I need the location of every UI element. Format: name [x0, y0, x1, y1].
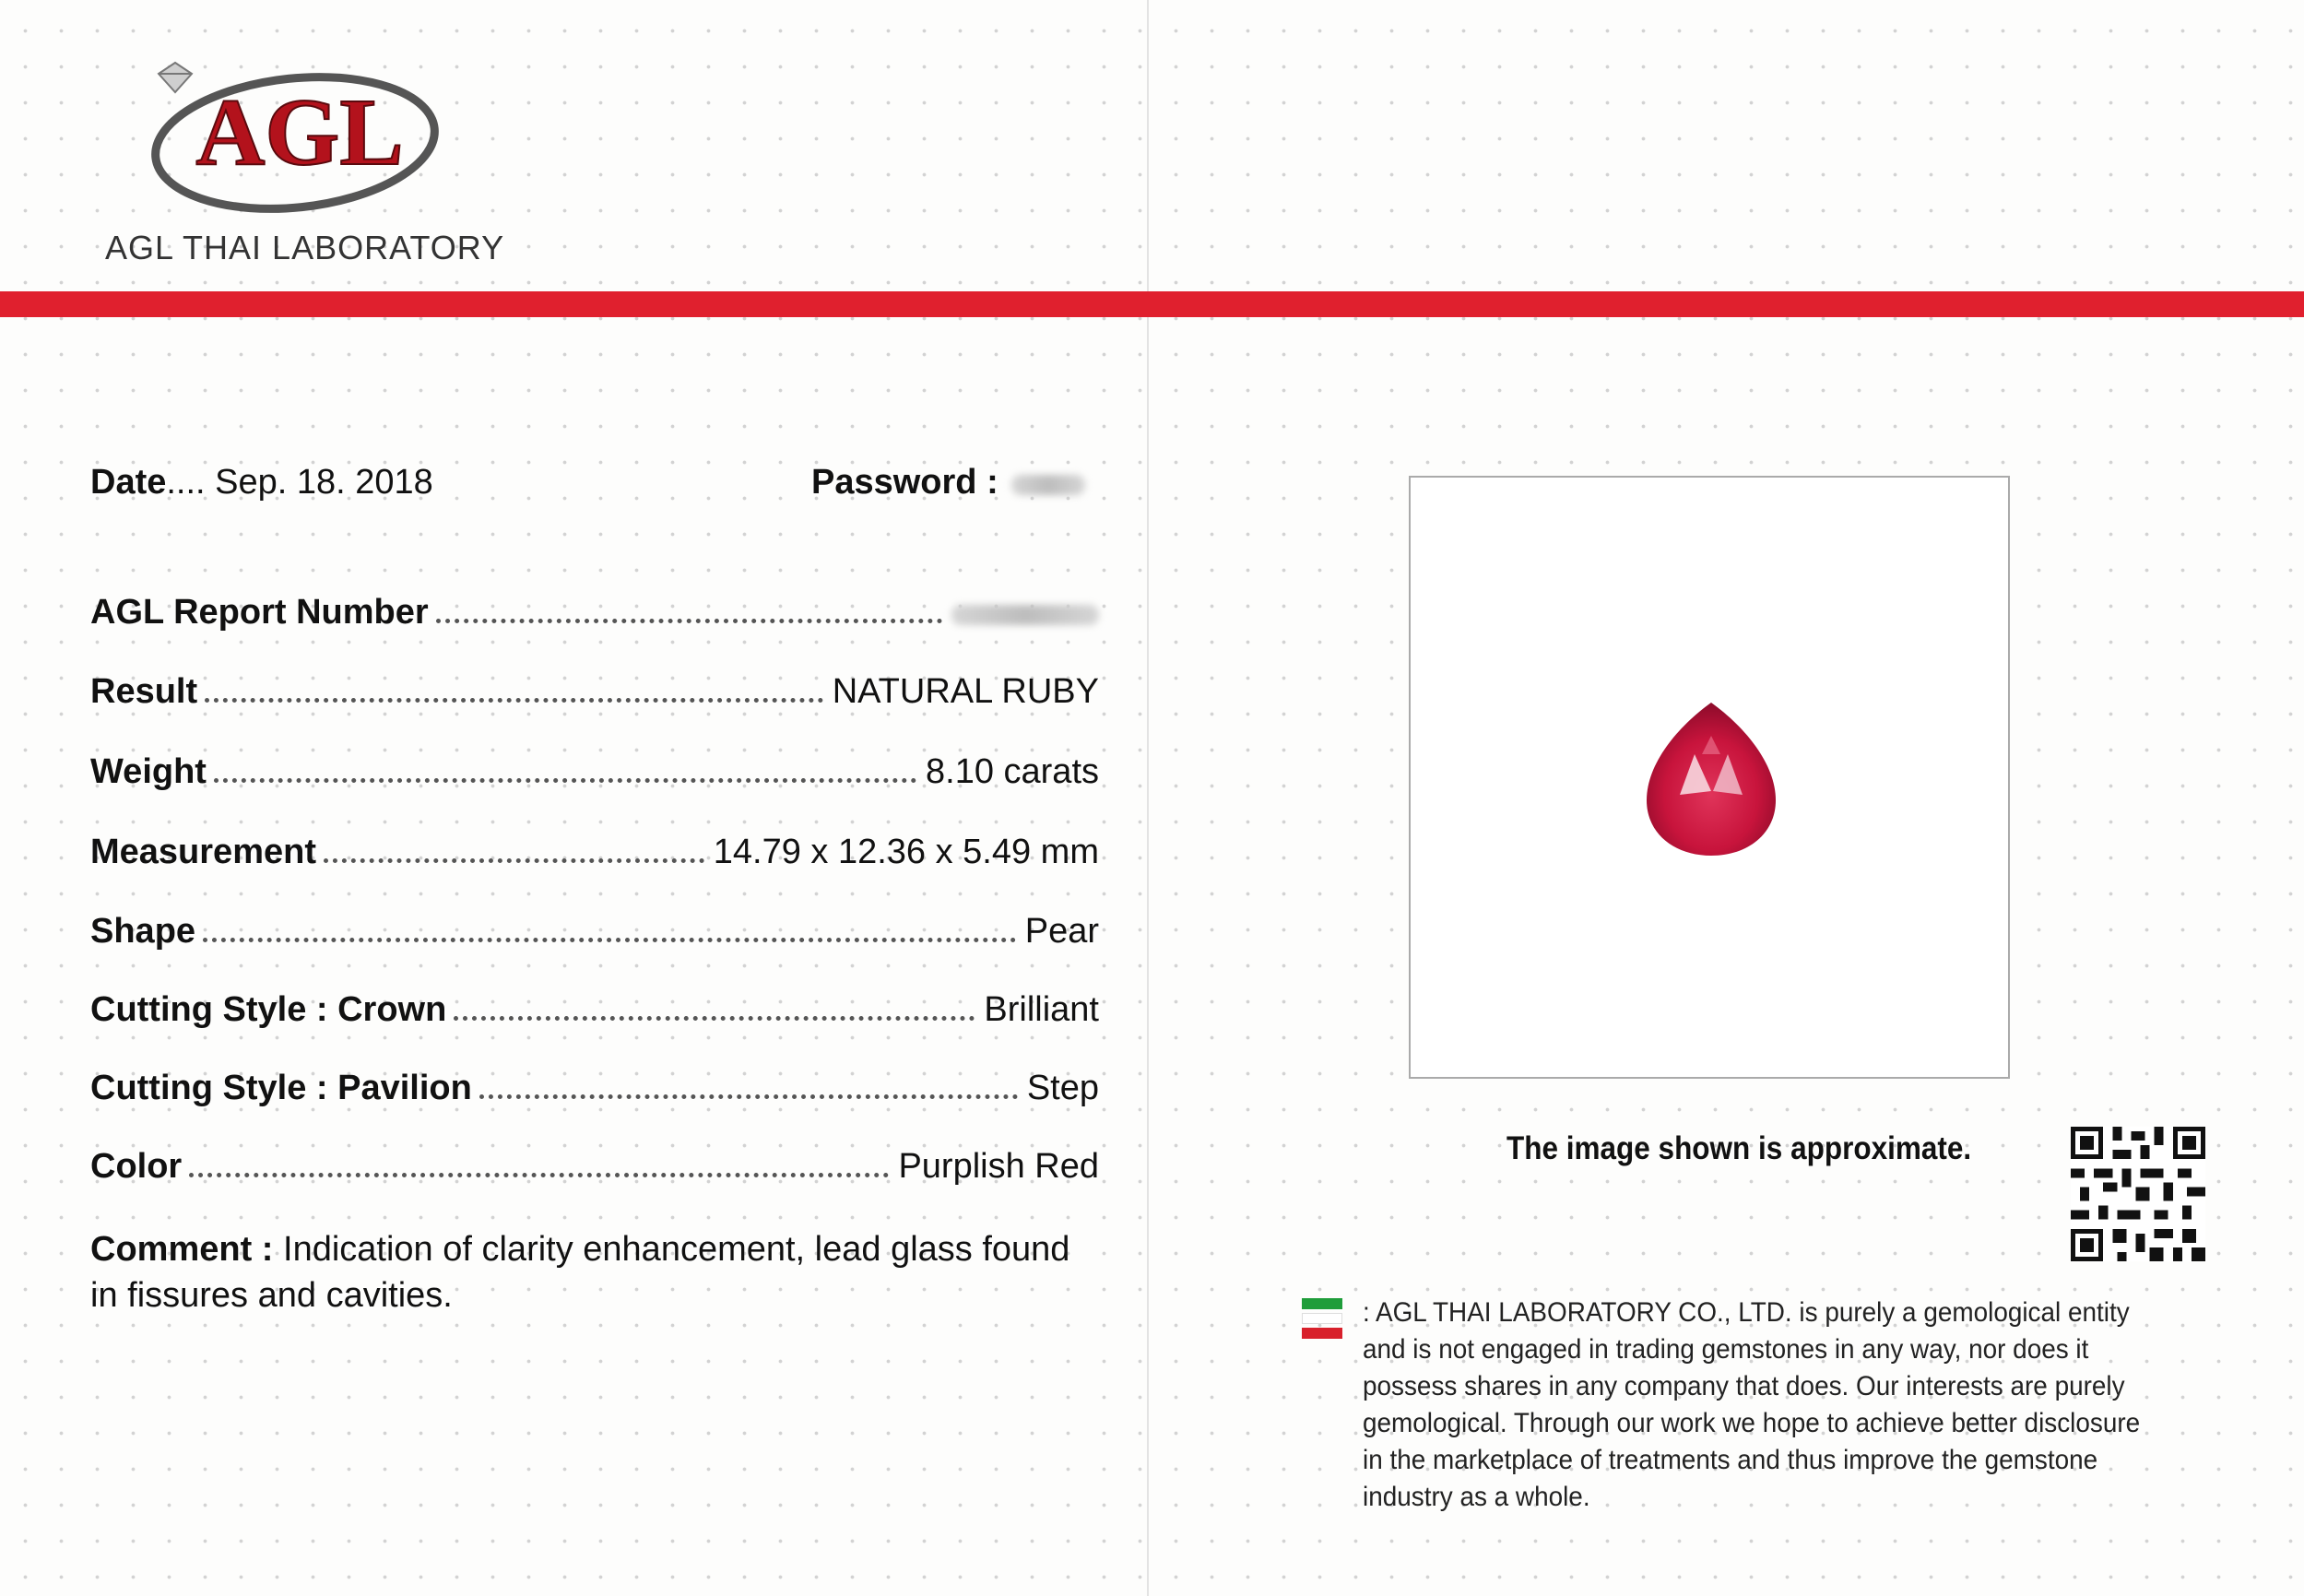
leader-dots — [189, 1173, 889, 1177]
leader-dots — [203, 938, 1016, 942]
field-result — [90, 660, 1099, 712]
field-label: AGL Report Number — [90, 593, 429, 632]
flag-icon — [1302, 1298, 1342, 1339]
field-label: Measurement — [90, 833, 316, 871]
page-fold — [1147, 0, 1149, 1596]
field-value: Step — [1026, 1069, 1099, 1107]
password — [811, 463, 1085, 502]
password-redacted — [1011, 475, 1085, 495]
field-label: Result — [90, 672, 198, 711]
field-label: Cutting Style : Crown — [90, 990, 447, 1029]
field-value: NATURAL RUBY — [832, 672, 1099, 711]
comment — [90, 1226, 1105, 1318]
report-date — [90, 463, 433, 502]
field-value: Brilliant — [984, 990, 1099, 1029]
svg-text:AGL: AGL — [195, 79, 404, 185]
field-value: 14.79 x 12.36 x 5.49 mm — [713, 833, 1099, 871]
image-caption: The image shown is approximate. — [1506, 1130, 1972, 1166]
lab-name: AGL THAI LABORATORY — [105, 229, 505, 266]
field-weight — [90, 740, 1099, 792]
leader-dots — [214, 778, 916, 783]
leader-dots — [479, 1094, 1018, 1099]
field-shape — [90, 900, 1099, 952]
pear-ruby-icon — [1643, 699, 1779, 857]
field-value: 8.10 carats — [926, 752, 1099, 791]
field-crown — [90, 978, 1099, 1030]
field-color — [90, 1135, 1099, 1187]
field-label: Cutting Style : Pavilion — [90, 1069, 472, 1107]
qr-code-icon — [2071, 1127, 2205, 1261]
field-label: Weight — [90, 752, 207, 791]
disclaimer-text: : AGL THAI LABORATORY CO., LTD. is purely a gemological entity and is not engaged in trading gemstones in any way, nor does it possess shares in any company that does. Our interests are purely gemological. Through our work we hope to achieve better disclosure in the marketplace of treatments and thus improve the gemstone industry as a whole. — [1363, 1297, 2141, 1512]
field-report-number — [90, 581, 1099, 632]
leader-dots — [324, 858, 704, 863]
comment-label: Comment : — [90, 1230, 274, 1269]
leader-dots — [205, 698, 823, 703]
date-label: Date — [90, 463, 167, 502]
leader-dots — [454, 1016, 975, 1021]
leader-dots — [436, 619, 942, 623]
gem-image-frame — [1409, 476, 2010, 1079]
field-value: Pear — [1024, 912, 1099, 951]
date-dots: .... — [166, 463, 206, 502]
agl-logo-icon — [148, 55, 452, 221]
report-number-redacted — [951, 605, 1099, 625]
header-red-bar — [0, 291, 2304, 317]
date-value: Sep. 18. 2018 — [215, 463, 433, 502]
field-label: Shape — [90, 912, 196, 951]
password-label: Password : — [811, 463, 998, 502]
comment-text: Indication of clarity enhancement, lead glass found in fissures and cavities. — [90, 1230, 1070, 1315]
field-pavilion — [90, 1057, 1099, 1108]
field-measurement — [90, 821, 1099, 872]
field-value: Purplish Red — [898, 1147, 1099, 1186]
field-label: Color — [90, 1147, 183, 1186]
